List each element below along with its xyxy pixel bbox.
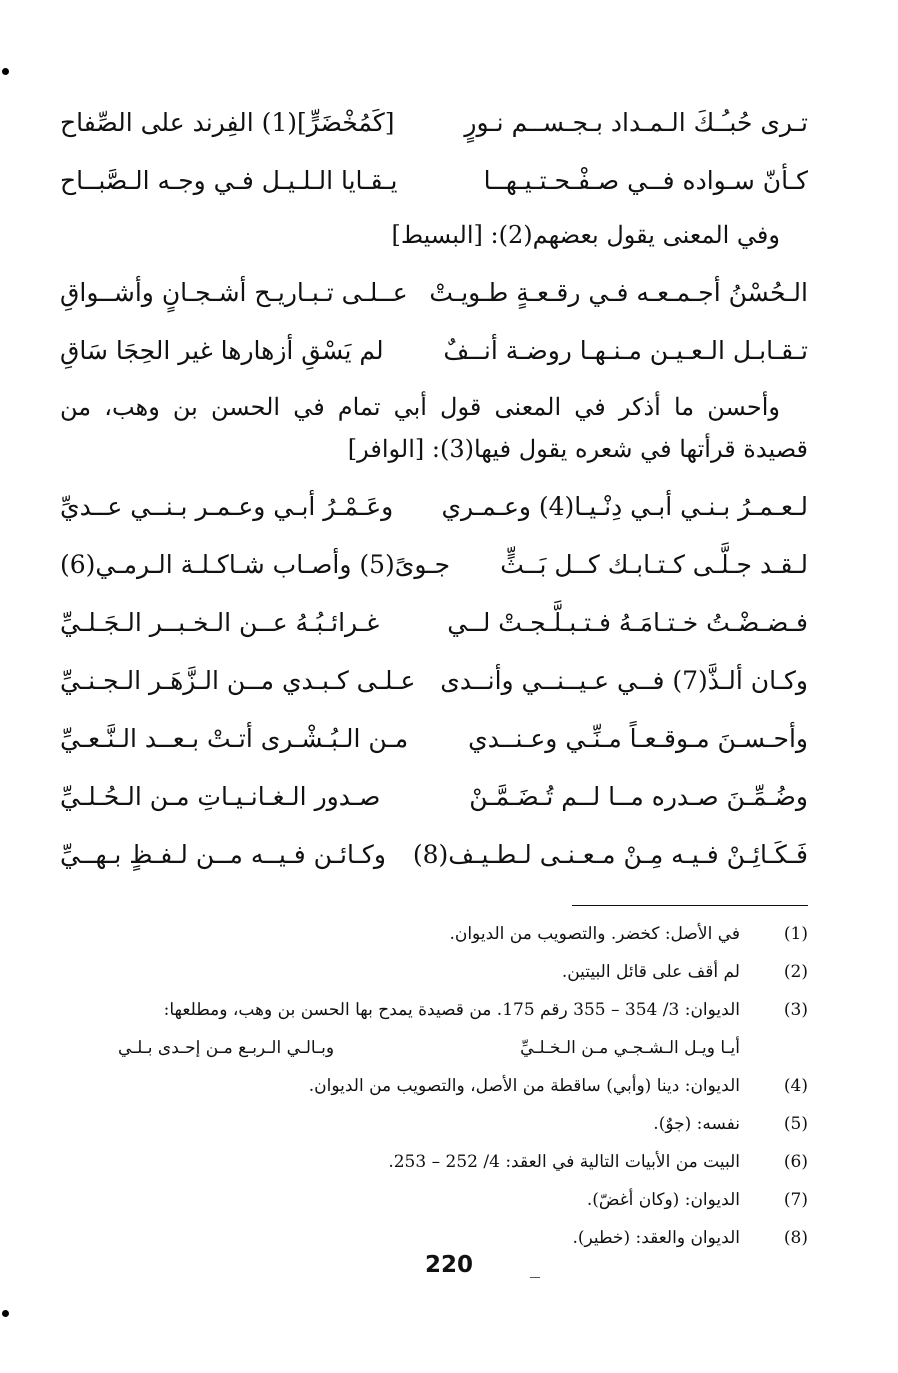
verse-line <box>60 594 808 652</box>
footnote-text: الديوان: 3/ 354 – 355 رقم 175. من قصيدة يمدح بها الحسن بن وهب، ومطلعها: <box>163 1000 740 1020</box>
footnote-number: (7) <box>783 1190 808 1210</box>
verse-line <box>60 264 808 322</box>
verse-first-hemistich: وكـان ألـذَّ(7) فــي عـيــنــي وأنــدى <box>440 666 808 695</box>
verse-first-hemistich: فَـكَـائِـنْ فـيـه مِـنْ مـعـنـى لـطـيـف(8) <box>412 840 808 869</box>
footnote <box>100 991 808 1067</box>
footnote-number: (6) <box>783 1152 808 1172</box>
footnote <box>100 953 808 991</box>
verse-first-hemistich: وضُـمِّـنَ صـدره مــا لــم تُـضَـمَّـنْ <box>469 782 808 811</box>
verse-second-hemistich: [كَمُخْضَرٍّ](1) الفِرند على الصِّفاح <box>60 108 395 137</box>
verse-line <box>60 94 808 152</box>
footnote-number: (8) <box>783 1228 808 1248</box>
footnote <box>100 1181 808 1219</box>
footnote-separator <box>572 905 808 906</box>
footnotes <box>100 915 808 1257</box>
margin-dot <box>2 68 9 75</box>
footnote-number: (3) <box>783 1000 808 1020</box>
footnote-text: الديوان والعقد: (خطير). <box>572 1228 740 1248</box>
verse-second-hemistich: لم يَسْقِ أزهارها غير الحِجَا سَاقِ <box>60 336 384 365</box>
footnote-number: (2) <box>783 962 808 982</box>
verse-first-hemistich: فـضـضْـتُ خـتـامَـهُ فـتـبـلَّـجـتْ لــي <box>447 608 808 637</box>
footnote-number: (1) <box>783 924 808 944</box>
intro-paragraph: وفي المعنى يقول بعضهم(2): [البسيط] <box>391 221 780 249</box>
verse-line <box>60 652 808 710</box>
verse-line <box>60 478 808 536</box>
footnote-verse <box>100 1029 740 1067</box>
verse-second-hemistich: وعَـمْـرُ أبـي وعـمـر بـنــي عــديِّ <box>60 492 394 521</box>
footnote <box>100 1105 808 1143</box>
verse-second-hemistich: مـن الـبُـشْـرى أتـتْ بـعــد الـنَّـعـيِّ <box>60 724 409 753</box>
verse-second-hemistich: صـدور الـغـانـيـاتِ مـن الـحُـلـيِّ <box>60 782 381 811</box>
intro-paragraph: وأحسن ما أذكر في المعنى قول أبي تمام في الحسن بن وهب، من قصيدة قرأتها في شعره يقول فيها(3): [الوافر] <box>60 393 808 463</box>
footnote-number: (5) <box>783 1114 808 1134</box>
footnote-text: البيت من الأبيات التالية في العقد: 4/ 252 – 253. <box>388 1152 740 1172</box>
verse-second-hemistich: يـقـايا الـلـيـل فـي وجـه الـصَّبــاح <box>60 166 398 195</box>
footnote-text: نفسه: (جوٌ). <box>653 1114 740 1134</box>
verse-line <box>60 710 808 768</box>
verse-line <box>60 768 808 826</box>
verse-first-hemistich: وأحـسـنَ مـوقـعـاً مـنِّـي وعـنــدي <box>468 724 808 753</box>
footnote-text: في الأصل: كخضر. والتصويب من الديوان. <box>449 924 740 944</box>
verse-first-hemistich: الـحُسْنُ أجـمـعـه فـي رقـعـةٍ طـويـتْ <box>429 278 808 307</box>
print-mark <box>530 1277 540 1278</box>
verse-second-hemistich: عـلـى كـبـدي مــن الـزَّهَـر الـجـنـيِّ <box>60 666 416 695</box>
footnote-number: (4) <box>783 1076 808 1096</box>
verse-line <box>60 536 808 594</box>
verse-line <box>60 826 808 884</box>
footnote <box>100 1067 808 1105</box>
verse-line <box>60 322 808 380</box>
footnote-verse-second: وبـالـي الـربـع مـن إحـدى بـلـي <box>118 1038 335 1058</box>
footnote-text: لم أقف على قائل البيتين. <box>561 962 740 982</box>
verse-first-hemistich: لـعـمـرُ بـنـي أبـي دِنْـيـا(4) وعـمـري <box>441 492 808 521</box>
footnote-text: الديوان: (وكان أغضّ). <box>586 1190 740 1210</box>
footnote <box>100 915 808 953</box>
verse-second-hemistich: غـرائـبُـهُ عــن الـخـبــر الـجَـلـيِّ <box>60 608 380 637</box>
footnote-text: الديوان: دينا (وأبي) ساقطة من الأصل، والتصويب من الديوان. <box>308 1076 740 1096</box>
verse-second-hemistich: وكـائـن فـيــه مــن لـفـظٍ بـهــيِّ <box>60 840 386 869</box>
margin-dot <box>2 1310 9 1317</box>
verse-first-hemistich: تـرى حُبـُـكَ الـمـداد بـجـســم نـورٍ <box>464 108 808 137</box>
verse-first-hemistich: لـقـد جـلَّـى كـتـابـك كــل بَــثٍّ <box>500 550 808 579</box>
footnote <box>100 1143 808 1181</box>
verse-second-hemistich: جـوىً(5) وأصـاب شـاكـلـة الـرمـي(6) <box>60 550 451 579</box>
verse-first-hemistich: تـقـابـل الـعـيـن مـنـهـا روضـة أنــفٌ <box>443 336 808 365</box>
page-number: 220 <box>424 1252 473 1278</box>
footnote-verse-first: أيـا ويـل الـشـجـي مـن الـخـلـيِّ <box>520 1038 740 1058</box>
verse-first-hemistich: كـأنّ سـواده فــي صـفْـحـتـيـهــا <box>483 166 808 195</box>
verse-second-hemistich: عــلـى تـبـاريـح أشـجـانٍ وأشــواقِ <box>60 278 408 307</box>
main-text <box>60 94 808 884</box>
verse-line <box>60 152 808 210</box>
